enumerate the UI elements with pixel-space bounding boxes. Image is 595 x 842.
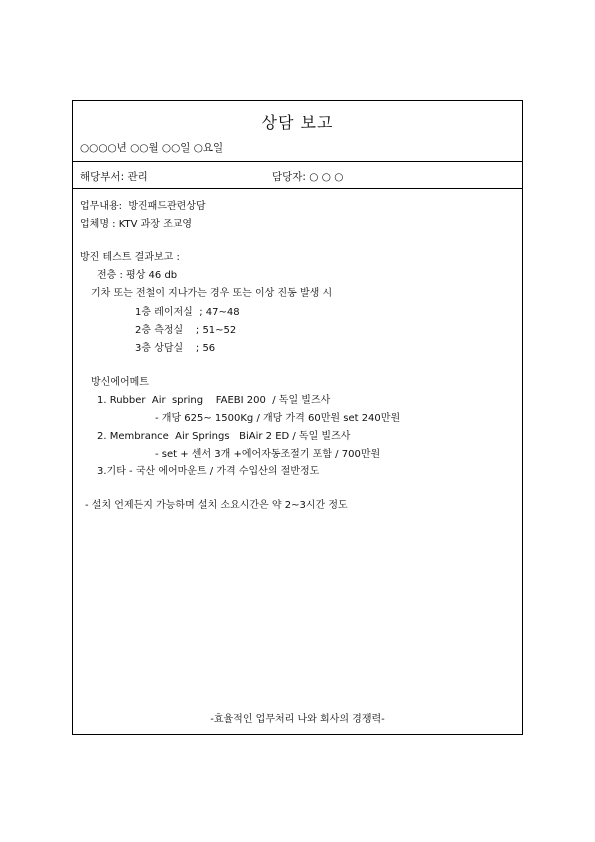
item-1-detail: - 개당 625~ 1500Kg / 개당 가격 60만원 set 240만원 xyxy=(155,413,401,424)
mount-heading: 방신에어메트 xyxy=(91,377,149,388)
title-section xyxy=(73,101,522,161)
department-field: 해당부서: 관리 xyxy=(80,171,148,183)
item-1: 1. Rubber Air spring FAEBI 200 / 독일 빌즈사 xyxy=(97,395,331,406)
report-body xyxy=(73,189,522,734)
floor2-result: 2층 측정실 ; 51~52 xyxy=(135,325,237,336)
item-2: 2. Membrance Air Springs BiAir 2 ED / 독일 빌즈사 xyxy=(97,431,351,442)
test-heading: 방진 테스트 결과보고 : xyxy=(80,252,180,263)
floor-noise-line: 전층 : 평상 46 db xyxy=(97,270,178,281)
report-title: 상담 보고 xyxy=(261,113,334,132)
company-line: 업체명 : KTV 과장 조교영 xyxy=(80,219,193,230)
install-note: - 설치 언제든지 가능하며 설치 소요시간은 약 2~3시간 정도 xyxy=(85,500,348,511)
item-3: 3.기타 - 국산 에어마운트 / 가격 수입산의 절반정도 xyxy=(97,466,320,477)
vibration-line: 기차 또는 전철이 지나가는 경우 또는 이상 진동 발생 시 xyxy=(91,288,333,299)
floor1-result: 1층 레이저실 ; 47~48 xyxy=(135,307,240,318)
report-date: ○○○○년 ○○월 ○○일 ○요일 xyxy=(80,142,224,154)
manager-field: 담당자: ○ ○ ○ xyxy=(272,171,344,183)
consultation-report-form xyxy=(72,100,523,735)
work-content: 업무내용: 방진패드관련상담 xyxy=(80,201,206,212)
department-row xyxy=(73,161,522,189)
floor3-result: 3층 상담실 ; 56 xyxy=(135,343,216,354)
footer-slogan: -효율적인 업무처리 나와 회사의 경쟁력- xyxy=(210,714,385,725)
item-2-detail: - set + 센서 3개 +에어자동조절기 포함 / 700만원 xyxy=(155,449,381,460)
